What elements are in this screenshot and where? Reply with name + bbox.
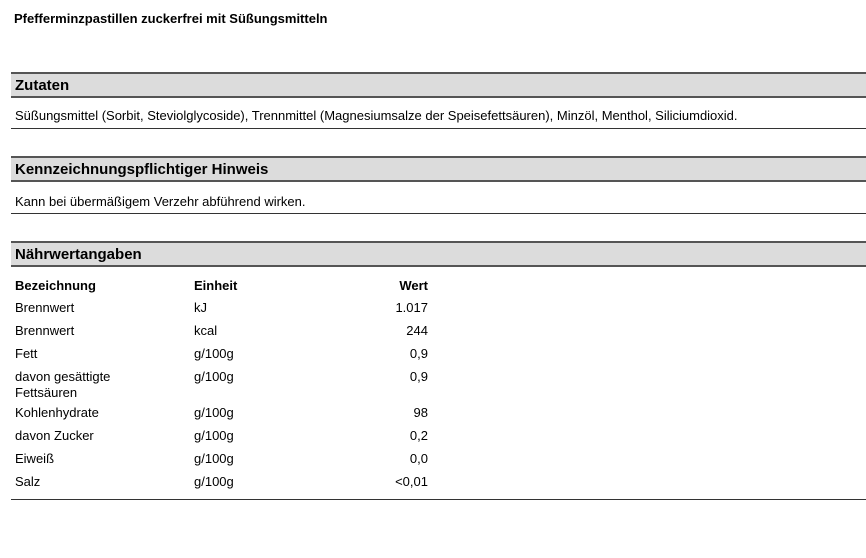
table-row: [15, 405, 435, 428]
table-row: [15, 451, 435, 474]
nutrition-divider: [11, 499, 866, 500]
nutrient-name: Fett: [15, 346, 38, 361]
nutrient-unit: kJ: [194, 300, 207, 315]
ingredients-divider: [11, 128, 866, 129]
nutrition-table-header: [15, 278, 435, 300]
nutrient-name: Brennwert: [15, 323, 75, 338]
column-header-name: Bezeichnung: [15, 278, 96, 293]
nutrient-value: 1.017: [395, 300, 428, 315]
table-row: [15, 369, 435, 405]
nutrient-value: 0,2: [409, 428, 428, 443]
nutrient-name: davon gesättigte Fettsäuren: [15, 369, 111, 400]
nutrient-name: davon Zucker: [15, 428, 94, 443]
notice-heading: Kennzeichnungspflichtiger Hinweis: [15, 161, 269, 178]
notice-header: [11, 156, 866, 182]
nutrient-value: 0,0: [409, 451, 428, 466]
column-header-unit: Einheit: [194, 278, 238, 293]
nutrition-table-body: [15, 300, 435, 497]
nutrient-name: Brennwert: [15, 300, 75, 315]
table-row: [15, 346, 435, 369]
nutrient-unit: g/100g: [194, 451, 234, 466]
table-row: [15, 474, 435, 497]
table-row: [15, 323, 435, 346]
nutrition-heading: Nährwertangaben: [15, 246, 142, 263]
notice-text: Kann bei übermäßigem Verzehr abführend wirken.: [15, 194, 306, 209]
nutrient-value: 244: [406, 323, 428, 338]
nutrient-name: Salz: [15, 474, 41, 489]
nutrition-header: [11, 241, 866, 267]
nutrient-value: <0,01: [395, 474, 428, 489]
nutrient-value: 0,9: [409, 369, 428, 384]
nutrient-name: Eiweiß: [15, 451, 55, 466]
product-title: Pfefferminzpastillen zuckerfrei mit Süßungsmitteln: [14, 11, 328, 26]
nutrient-unit: g/100g: [194, 474, 234, 489]
table-row: [15, 428, 435, 451]
ingredients-heading: Zutaten: [15, 77, 70, 94]
nutrition-table: [15, 278, 435, 497]
nutrient-name: Kohlenhydrate: [15, 405, 99, 420]
nutrient-unit: kcal: [194, 323, 218, 338]
nutrient-unit: g/100g: [194, 346, 234, 361]
nutrient-unit: g/100g: [194, 405, 234, 420]
notice-divider: [11, 213, 866, 214]
nutrient-unit: g/100g: [194, 369, 234, 384]
nutrient-unit: g/100g: [194, 428, 234, 443]
nutrient-value: 0,9: [409, 346, 428, 361]
nutrient-value: 98: [413, 405, 428, 420]
ingredients-text: Süßungsmittel (Sorbit, Steviolglycoside), Trennmittel (Magnesiumsalze der Speisefettsäuren), Minzöl, Menthol, Siliciumdioxid.: [15, 108, 738, 123]
column-header-value: Wert: [399, 278, 428, 293]
table-row: [15, 300, 435, 323]
ingredients-header: [11, 72, 866, 98]
